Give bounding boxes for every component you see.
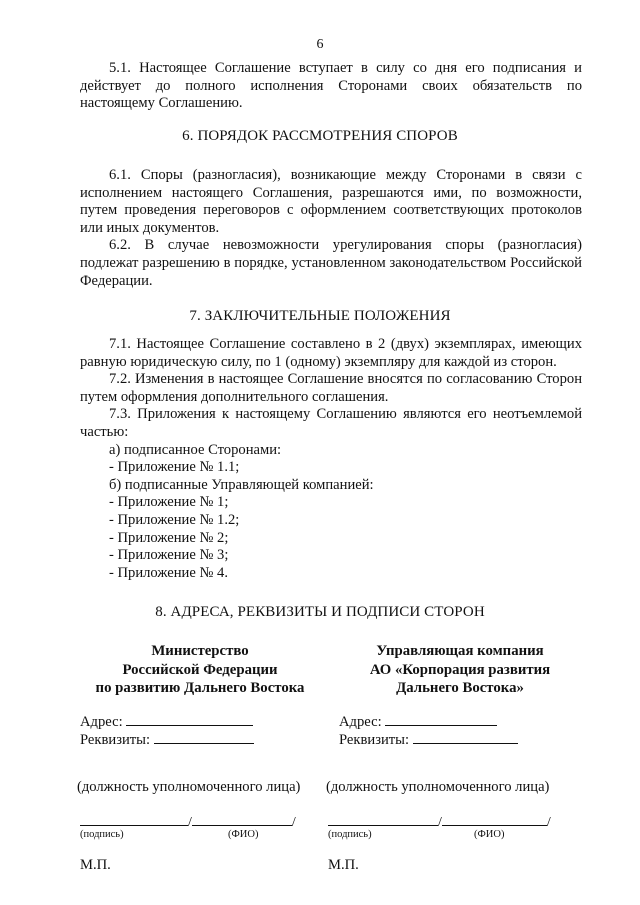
right-party-line: Управляющая компания: [376, 643, 544, 659]
section-8-heading: 8. АДРЕСА, РЕКВИЗИТЫ И ПОДПИСИ СТОРОН: [155, 604, 485, 620]
left-seal-mark: М.П.: [80, 857, 111, 873]
right-party-name: [340, 642, 580, 698]
appendix-item: - Приложение № 1;: [109, 494, 229, 511]
appendix-item: - Приложение № 2;: [109, 529, 229, 546]
left-position-caption: (должность уполномоченного лица): [77, 779, 301, 795]
right-position-caption: (должность уполномоченного лица): [326, 779, 550, 795]
left-party-line: Российской Федерации: [122, 661, 278, 678]
appendix-item: - Приложение № 3;: [109, 547, 229, 564]
left-address-field: [80, 713, 253, 731]
right-name-caption: (ФИО): [474, 829, 505, 840]
name-blank: [442, 813, 547, 826]
signature-blank: [80, 813, 188, 826]
paragraph-6-2: 6.2. В случае невозможности урегулирования споры (разногласия) подлежат разрешению в порядке, установленном законодательством Российской Федерации.: [80, 237, 582, 289]
right-signature-caption: (подпись): [328, 829, 372, 840]
right-party-line: Дальнего Востока»: [396, 680, 524, 696]
address-blank: [126, 713, 253, 726]
address-label: Адрес:: [339, 714, 382, 730]
slash-separator: /: [291, 815, 296, 830]
right-requisites-field: [339, 731, 518, 749]
slash-separator: /: [546, 815, 551, 830]
paragraph-5-1: 5.1. Настоящее Соглашение вступает в силу со дня его подписания и действует до полного исполнения Сторонами своих обязательств по настоящему Соглашению.: [80, 60, 582, 112]
page-number: 6: [316, 37, 324, 52]
requisites-blank: [154, 731, 254, 744]
left-requisites-field: [80, 731, 254, 749]
slash-separator: /: [188, 815, 192, 830]
appendix-group-a-label: а) подписанное Сторонами:: [109, 441, 282, 458]
requisites-label: Реквизиты:: [339, 732, 410, 748]
section-7-heading: 7. ЗАКЛЮЧИТЕЛЬНЫЕ ПОЛОЖЕНИЯ: [189, 308, 451, 324]
requisites-blank: [413, 731, 518, 744]
left-signature-caption: (подпись): [80, 829, 124, 840]
signature-blank: [328, 813, 438, 826]
left-party-name: [80, 642, 320, 698]
left-name-caption: (ФИО): [228, 829, 259, 840]
appendix-item: - Приложение № 1.1;: [109, 459, 240, 476]
left-party-line: Министерство: [151, 643, 249, 659]
paragraph-7-2: 7.2. Изменения в настоящее Соглашение вносятся по согласованию Сторон путем оформления дополнительного соглашения.: [80, 371, 582, 405]
address-blank: [385, 713, 497, 726]
right-seal-mark: М.П.: [328, 857, 359, 873]
name-blank: [192, 813, 292, 826]
section-6-heading: 6. ПОРЯДОК РАССМОТРЕНИЯ СПОРОВ: [182, 128, 458, 144]
slash-separator: /: [438, 815, 442, 830]
paragraph-6-1: 6.1. Споры (разногласия), возникающие между Сторонами в связи с исполнением настоящего Соглашения, разрешаются ими, по возможности, путем проведения переговоров с оформлением соответствующих протоколов или иных документов.: [80, 167, 582, 236]
section-5-body: [80, 60, 582, 113]
left-party-line: по развитию Дальнего Востока: [95, 680, 305, 696]
right-party-line: АО «Корпорация развития: [369, 661, 551, 678]
section-6-body: [80, 167, 582, 290]
paragraph-7-1: 7.1. Настоящее Соглашение составлено в 2 (двух) экземплярах, имеющих равную юридическую силу, по 1 (одному) экземпляру для каждой из сторон.: [80, 336, 582, 370]
appendix-group-b-label: б) подписанные Управляющей компанией:: [109, 476, 374, 493]
requisites-label: Реквизиты:: [80, 732, 151, 748]
appendix-item: - Приложение № 1.2;: [109, 511, 240, 528]
appendix-item: - Приложение № 4.: [109, 564, 229, 581]
address-label: Адрес:: [80, 714, 123, 730]
paragraph-7-3: 7.3. Приложения к настоящему Соглашению являются его неотъемлемой частью:: [80, 406, 582, 440]
section-7-body: [80, 336, 582, 582]
right-address-field: [339, 713, 497, 731]
